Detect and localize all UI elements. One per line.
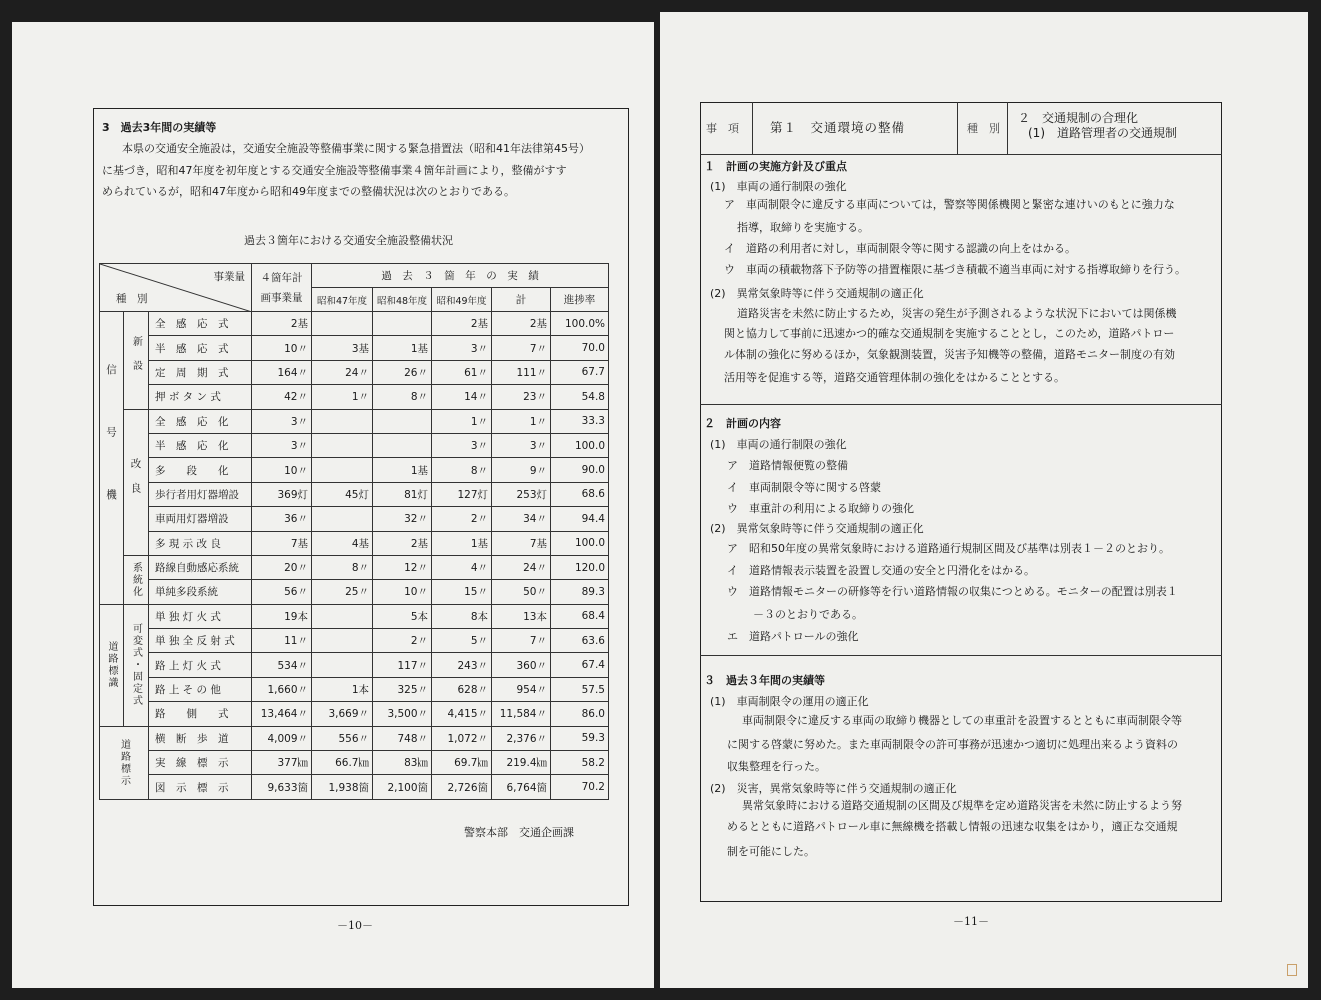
s1-line: 道路災害を未然に防止するため，災害の発生が予測されるような状況下においては関係機	[737, 307, 1177, 320]
page-number: －11－	[953, 915, 989, 928]
cell-value: 4〃	[432, 555, 492, 579]
facility-table	[99, 263, 609, 800]
cell-value: 89.3	[551, 580, 609, 604]
s3-line: 車両制限令に違反する車両の取締り機器としての車重計を設置するとともに車両制限令等	[742, 714, 1182, 727]
cell-value: 68.6	[551, 482, 609, 506]
cell-value: 3〃	[252, 409, 312, 433]
cell-value: 2〃	[373, 629, 432, 653]
cell-value	[373, 312, 432, 336]
s3-line: 制を可能にした。	[727, 845, 815, 858]
s2-line: ウ 車重計の利用による取締りの強化	[727, 502, 914, 515]
row-label: 図 示 標 示	[149, 775, 252, 799]
s2-line: ウ 道路情報モニターの研修等を行い道路情報の収集につとめる。モニターの配置は別表１	[727, 585, 1178, 598]
s1-line: 関と協力して事前に迅速かつ的確な交通規制を実施することとし，このため，道路パトロー	[724, 327, 1175, 340]
group-label-road_sign: 道路標識	[100, 604, 124, 726]
s1-line: 指導，取締りを実施する。	[737, 221, 869, 234]
cell-value: 3,500〃	[373, 702, 432, 726]
cell-value: 4,415〃	[432, 702, 492, 726]
cell-value: 100.0	[551, 531, 609, 555]
table-row	[100, 409, 609, 433]
cell-value: 3〃	[492, 433, 551, 457]
cell-value: 628〃	[432, 677, 492, 701]
cell-value: 12〃	[373, 555, 432, 579]
header-type: 種 別	[116, 293, 148, 305]
subgroup-label-improve: 改良	[124, 409, 149, 555]
cell-value	[373, 409, 432, 433]
cell-value: 34〃	[492, 507, 551, 531]
cell-value: 219.4㎞	[492, 751, 551, 775]
s2-title: ２ 計画の内容	[704, 417, 781, 430]
cell-value: 25〃	[312, 580, 373, 604]
cell-value: 100.0	[551, 433, 609, 457]
table-row	[100, 580, 609, 604]
row-label: 多 段 化	[149, 458, 252, 482]
cell-value: 42〃	[252, 385, 312, 409]
header-divider	[700, 154, 1222, 155]
cell-value: 127灯	[432, 482, 492, 506]
s2-line: エ 道路パトロールの強化	[727, 630, 859, 643]
s3-line: (2) 災害，異常気象時等に伴う交通規制の適正化	[710, 782, 957, 795]
s3-line: (1) 車両制限令の運用の適正化	[710, 695, 869, 708]
header-item: 事業量	[213, 271, 245, 283]
cell-value: 117〃	[373, 653, 432, 677]
row-label: 車両用灯器増設	[149, 507, 252, 531]
cell-value: 8本	[432, 604, 492, 628]
cell-value: 5〃	[432, 629, 492, 653]
s3-line: めるとともに道路パトロール車に無線機を搭載し情報の迅速な収集をはかり，適正な交通規	[727, 820, 1178, 833]
group-label-signal: 信号機	[100, 312, 124, 605]
cell-value: 23〃	[492, 385, 551, 409]
row-label: 押 ボ タ ン 式	[149, 385, 252, 409]
table-row	[100, 653, 609, 677]
cell-value: 1〃	[432, 409, 492, 433]
cell-value: 69.7㎞	[432, 751, 492, 775]
cell-value: 243〃	[432, 653, 492, 677]
cell-value: 70.2	[551, 775, 609, 799]
cell-value: 59.3	[551, 726, 609, 750]
cell-value: 24〃	[492, 555, 551, 579]
group-label-road_marking: 道路標示	[100, 726, 149, 799]
cell-value: 2基	[373, 531, 432, 555]
corner-header-cell	[100, 264, 252, 312]
cell-value: 58.2	[551, 751, 609, 775]
right-page	[660, 12, 1308, 988]
cell-value: 94.4	[551, 507, 609, 531]
row-label: 単 独 灯 火 式	[149, 604, 252, 628]
cell-value: 67.7	[551, 360, 609, 384]
corner-stamp	[1287, 964, 1297, 976]
section-divider	[700, 404, 1222, 405]
cell-value: 4基	[312, 531, 373, 555]
header-type-line2: (1) 道路管理者の交通規制	[1028, 126, 1177, 140]
cell-value: 26〃	[373, 360, 432, 384]
cell-value: 67.4	[551, 653, 609, 677]
header-plan	[252, 264, 312, 312]
s2-line: ア 昭和50年度の異常気象時における道路通行規制区間及び基準は別表１－２のとおり。	[727, 542, 1170, 555]
s2-line: ア 道路情報便覧の整備	[727, 459, 848, 472]
cell-value: 1,660〃	[252, 677, 312, 701]
cell-value: 10〃	[373, 580, 432, 604]
cell-value: 3基	[312, 336, 373, 360]
cell-value: 32〃	[373, 507, 432, 531]
cell-value: 11〃	[252, 629, 312, 653]
cell-value: 13,464〃	[252, 702, 312, 726]
cell-value: 1基	[432, 531, 492, 555]
s3-title: ３ 過去３年間の実績等	[704, 674, 825, 687]
cell-value: 13本	[492, 604, 551, 628]
page-number: －10－	[337, 919, 373, 932]
row-label: 歩行者用灯器増設	[149, 482, 252, 506]
cell-value: 63.6	[551, 629, 609, 653]
s2-line: (2) 異常気象時等に伴う交通規制の適正化	[710, 522, 924, 535]
row-label: 定 周 期 式	[149, 360, 252, 384]
cell-value	[312, 458, 373, 482]
row-label: 全 感 応 式	[149, 312, 252, 336]
cell-value: 14〃	[432, 385, 492, 409]
table-row	[100, 702, 609, 726]
s2-line: (1) 車両の通行制限の強化	[710, 438, 847, 451]
table-row	[100, 555, 609, 579]
table-row	[100, 458, 609, 482]
cell-value: 2,376〃	[492, 726, 551, 750]
cell-value: 50〃	[492, 580, 551, 604]
cell-value: 8〃	[312, 555, 373, 579]
s2-line: －３のとおりである。	[753, 608, 863, 621]
cell-value: 748〃	[373, 726, 432, 750]
s1-line: イ 道路の利用者に対し，車両制限令等に関する認識の向上をはかる。	[724, 242, 1076, 255]
table-row	[100, 336, 609, 360]
cell-value: 7基	[492, 531, 551, 555]
cell-value	[312, 604, 373, 628]
s2-line: イ 道路情報表示装置を設置し交通の安全と円滑化をはかる。	[727, 564, 1035, 577]
cell-value: 10〃	[252, 336, 312, 360]
cell-value: 7〃	[492, 336, 551, 360]
table-row	[100, 677, 609, 701]
cell-value: 1基	[373, 336, 432, 360]
cell-value: 4,009〃	[252, 726, 312, 750]
cell-value: 83㎞	[373, 751, 432, 775]
s1-title: １ 計画の実施方針及び重点	[704, 160, 847, 173]
cell-value: 1本	[312, 677, 373, 701]
cell-value: 86.0	[551, 702, 609, 726]
s3-line: 収集整理を行った。	[727, 760, 826, 773]
header-col: 昭和48年度	[373, 288, 432, 312]
cell-value: 1基	[373, 458, 432, 482]
cell-value	[312, 629, 373, 653]
cell-value: 54.8	[551, 385, 609, 409]
cell-value: 377㎞	[252, 751, 312, 775]
cell-value: 11,584〃	[492, 702, 551, 726]
table-row	[100, 433, 609, 457]
table-row	[100, 385, 609, 409]
cell-value: 20〃	[252, 555, 312, 579]
header-col: 昭和49年度	[432, 288, 492, 312]
cell-value: 534〃	[252, 653, 312, 677]
header-type-label: 種 別	[967, 122, 1000, 135]
table-row	[100, 775, 609, 799]
row-label: 横 断 歩 道	[149, 726, 252, 750]
row-label: 実 線 標 示	[149, 751, 252, 775]
cell-value: 2,726箇	[432, 775, 492, 799]
header-item-label: 事 項	[706, 122, 739, 135]
cell-value	[312, 507, 373, 531]
cell-value: 2基	[432, 312, 492, 336]
cell-value: 2,100箇	[373, 775, 432, 799]
cell-value: 45灯	[312, 482, 373, 506]
cell-value: 61〃	[432, 360, 492, 384]
s3-line: 異常気象時における道路交通規制の区間及び規準を定め道路災害を未然に防止するよう努	[742, 799, 1182, 812]
cell-value: 19本	[252, 604, 312, 628]
s1-line: ウ 車両の積載物落下予防等の措置権限に基づき積載不適当車両に対する指導取締りを行う。	[724, 263, 1186, 276]
cell-value: 3〃	[432, 433, 492, 457]
cell-value: 5本	[373, 604, 432, 628]
cell-value: 9〃	[492, 458, 551, 482]
table-title: 過去３箇年における交通安全施設整備状況	[244, 234, 453, 247]
cell-value: 3,669〃	[312, 702, 373, 726]
cell-value	[312, 312, 373, 336]
s1-line: 活用等を促進する等，道路交通管理体制の強化をはかることとする。	[724, 371, 1065, 384]
cell-value: 56〃	[252, 580, 312, 604]
cell-value: 7基	[252, 531, 312, 555]
row-label: 路 上 灯 火 式	[149, 653, 252, 677]
cell-value	[312, 433, 373, 457]
cell-value: 33.3	[551, 409, 609, 433]
header-item-value: 第１ 交通環境の整備	[770, 120, 906, 135]
header-plan-l1: ４箇年計	[260, 271, 303, 284]
header-type-line1: ２ 交通規制の合理化	[1018, 111, 1139, 125]
cell-value: 24〃	[312, 360, 373, 384]
s1-line: ル体制の強化に努めるほか，気象観測装置，災害予知機等の整備，道路モニター制度の有効	[724, 348, 1175, 361]
cell-value: 3〃	[252, 433, 312, 457]
cell-value: 2基	[252, 312, 312, 336]
row-label: 半 感 応 式	[149, 336, 252, 360]
header-col: 進捗率	[551, 288, 609, 312]
cell-value: 6,764箇	[492, 775, 551, 799]
cell-value: 3〃	[432, 336, 492, 360]
cell-value: 9,633箇	[252, 775, 312, 799]
row-label: 路線自動感応系統	[149, 555, 252, 579]
table-row	[100, 726, 609, 750]
section-title: 3 過去3年間の実績等	[102, 121, 217, 134]
table-row	[100, 751, 609, 775]
cell-value: 120.0	[551, 555, 609, 579]
intro-line: に基づき，昭和47年度を初年度とする交通安全施設等整備事業４箇年計画により，整備がすす	[102, 164, 567, 177]
cell-value	[373, 433, 432, 457]
cell-value: 8〃	[373, 385, 432, 409]
header-past: 過 去 ３ 箇 年 の 実 績	[312, 264, 609, 288]
row-label: 半 感 応 化	[149, 433, 252, 457]
row-label: 全 感 応 化	[149, 409, 252, 433]
cell-value: 369灯	[252, 482, 312, 506]
subgroup-label-new: 新設	[124, 312, 149, 410]
cell-value: 1,938箇	[312, 775, 373, 799]
s1-line: (1) 車両の通行制限の強化	[710, 180, 847, 193]
cell-value: 66.7㎞	[312, 751, 373, 775]
row-label: 路 上 そ の 他	[149, 677, 252, 701]
cell-value: 68.4	[551, 604, 609, 628]
table-row	[100, 629, 609, 653]
cell-value: 10〃	[252, 458, 312, 482]
s1-line: ア 車両制限令に違反する車両については，警察等関係機関と緊密な連けいのもとに強力な	[724, 198, 1175, 211]
cell-value: 2基	[492, 312, 551, 336]
source-note: 警察本部 交通企画課	[464, 826, 574, 839]
cell-value: 954〃	[492, 677, 551, 701]
cell-value: 7〃	[492, 629, 551, 653]
subgroup-label-variable: 可変式・固定式	[124, 604, 149, 726]
cell-value: 100.0%	[551, 312, 609, 336]
cell-value: 90.0	[551, 458, 609, 482]
subgroup-label-system: 系統化	[124, 555, 149, 604]
cell-value: 325〃	[373, 677, 432, 701]
table-row	[100, 360, 609, 384]
table-row	[100, 531, 609, 555]
table-row	[100, 604, 609, 628]
cell-value	[312, 409, 373, 433]
row-label: 単 独 全 反 射 式	[149, 629, 252, 653]
cell-value: 360〃	[492, 653, 551, 677]
s3-line: に関する啓蒙に努めた。また車両制限令の許可事務が迅速かつ適切に処理出来るよう資料の	[727, 738, 1178, 751]
header-col: 昭和47年度	[312, 288, 373, 312]
s2-line: イ 車両制限令等に関する啓蒙	[727, 481, 881, 494]
intro-line: められているが，昭和47年度から昭和49年度までの整備状況は次のとおりである。	[102, 185, 515, 198]
section-divider	[700, 655, 1222, 656]
cell-value: 57.5	[551, 677, 609, 701]
cell-value: 70.0	[551, 336, 609, 360]
intro-line: 本県の交通安全施設は，交通安全施設等整備事業に関する緊急措置法（昭和41年法律第45号）	[122, 142, 590, 155]
table-row	[100, 312, 609, 336]
cell-value: 111〃	[492, 360, 551, 384]
table-row	[100, 482, 609, 506]
header-plan-l2: 画事業量	[260, 291, 303, 304]
table-row	[100, 507, 609, 531]
header-col: 計	[492, 288, 551, 312]
cell-value: 15〃	[432, 580, 492, 604]
cell-value: 1〃	[312, 385, 373, 409]
row-label: 多 現 示 改 良	[149, 531, 252, 555]
cell-value: 253灯	[492, 482, 551, 506]
cell-value: 556〃	[312, 726, 373, 750]
cell-value: 1,072〃	[432, 726, 492, 750]
cell-value: 8〃	[432, 458, 492, 482]
s1-line: (2) 異常気象時等に伴う交通規制の適正化	[710, 287, 924, 300]
cell-value: 81灯	[373, 482, 432, 506]
cell-value: 1〃	[492, 409, 551, 433]
row-label: 単純多段系統	[149, 580, 252, 604]
row-label: 路 側 式	[149, 702, 252, 726]
cell-value: 164〃	[252, 360, 312, 384]
cell-value	[312, 653, 373, 677]
left-page	[12, 22, 654, 988]
cell-value: 2〃	[432, 507, 492, 531]
cell-value: 36〃	[252, 507, 312, 531]
